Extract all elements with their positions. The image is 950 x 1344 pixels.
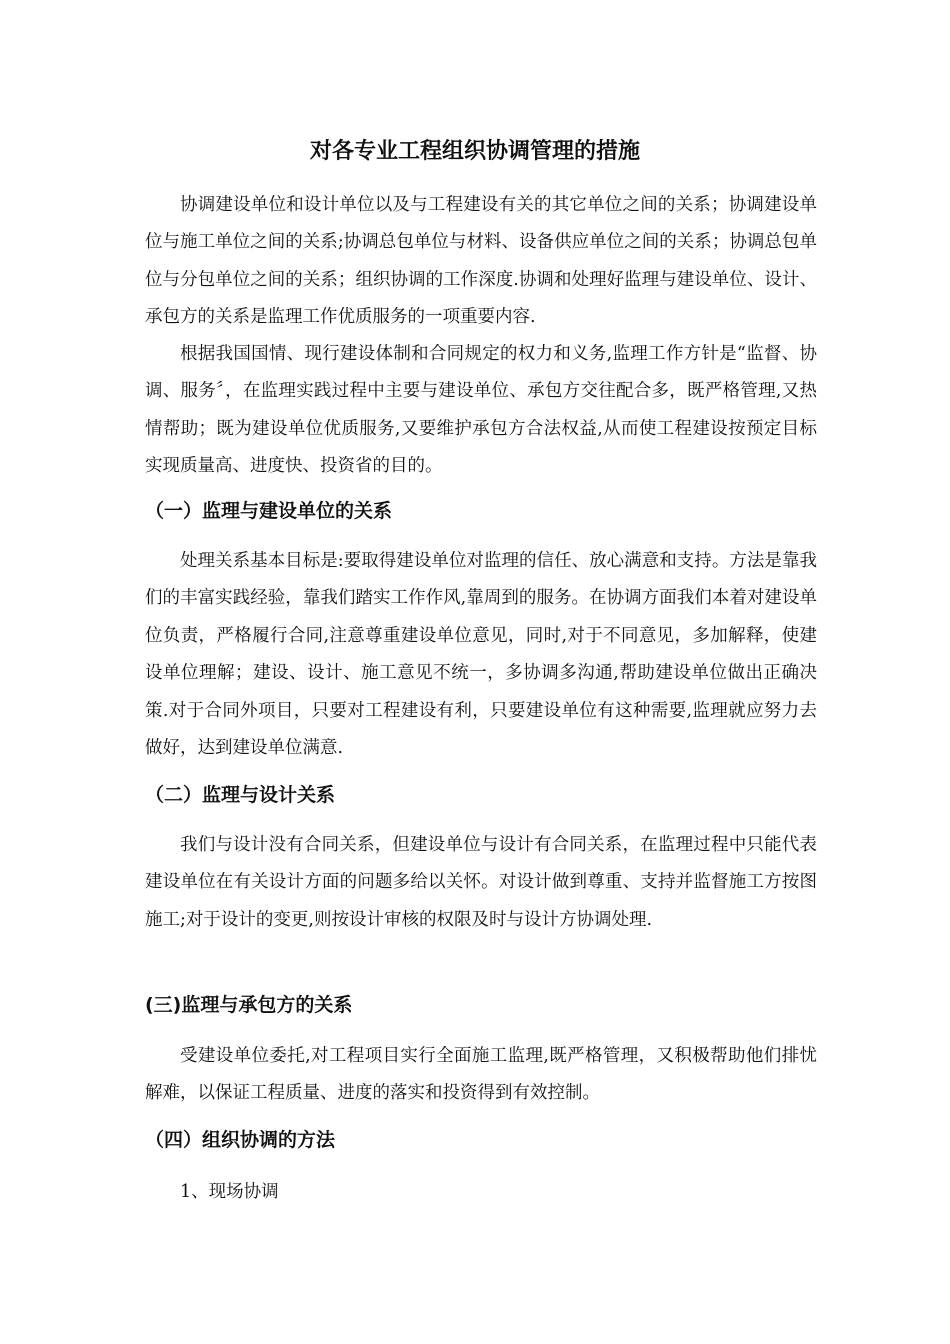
section-body-3: 受建设单位委托,对工程项目实行全面施工监理,既严格管理，又积极帮助他们排忧解难，以保证工程质量、进度的落实和投资得到有效控制。 (145, 1046, 817, 1104)
section-heading-4: （四）组织协调的方法 (145, 1129, 336, 1151)
section-body-1: 处理关系基本目标是:要取得建设单位对监理的信任、放心满意和支持。方法是靠我们的丰富实践经验，靠我们踏实工作作风,靠周到的服务。在协调方面我们本着对建设单位负责，严格履行合同,注意尊重建设单位意见，同时,对于不同意见，多加解释，使建设单位理解；建设、设计、施工意见不统一，多协调多沟通,帮助建设单位做出正确决策.对于合同外项目，只要对工程建设有利，只要建设单位有这种需要,监理就应努力去做好，达到建设单位满意. (145, 551, 817, 759)
list-item: 1、现场协调 (180, 1182, 279, 1202)
intro-paragraph-2: 根据我国国情、现行建设体制和合同规定的权力和义务,监理工作方针是“监督、协调、服务〞，在监理实践过程中主要与建设单位、承包方交往配合多，既严格管理,又热情帮助；既为建设单位优质服务,又要维护承包方合法权益,从而使工程建设按预定目标实现质量高、进度快、投资省的目的。 (145, 344, 817, 477)
page-title: 对各专业工程组织协调管理的措施 (309, 139, 640, 164)
section-body-2: 我们与设计没有合同关系，但建设单位与设计有合同关系，在监理过程中只能代表建设单位在有关设计方面的问题多给以关怀。对设计做到尊重、支持并监督施工方按图施工;对于设计的变更,则按设计审核的权限及时与设计方协调处理. (145, 835, 817, 930)
section-heading-1: （一）监理与建设单位的关系 (145, 500, 393, 522)
section-heading-3: (三)监理与承包方的关系 (145, 994, 353, 1016)
intro-paragraph-1: 协调建设单位和设计单位以及与工程建设有关的其它单位之间的关系；协调建设单位与施工单位之间的关系;协调总包单位与材料、设备供应单位之间的关系；协调总包单位与分包单位之间的关系；组织协调的工作深度.协调和处理好监理与建设单位、设计、承包方的关系是监理工作优质服务的一项重要内容. (145, 195, 817, 328)
section-heading-2: （二）监理与设计关系 (145, 784, 336, 806)
